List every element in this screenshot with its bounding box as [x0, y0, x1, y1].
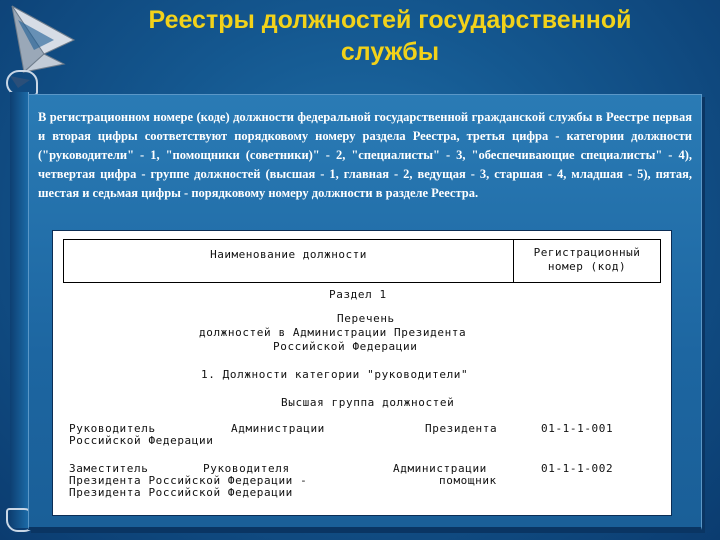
section-label: Раздел 1 [329, 288, 387, 301]
list-title-3: Российской Федерации [273, 340, 418, 353]
row2-title-part1: Заместитель [69, 462, 149, 475]
row2-title-line3: Президента Российской Федерации [69, 486, 293, 499]
header-registration-number [514, 240, 660, 282]
group-heading: Высшая группа должностей [281, 396, 455, 409]
row2-title-line2: Президента Российской Федерации - [69, 474, 308, 487]
header-reg-line-2: номер (код) [547, 260, 627, 273]
row1-title-part1: Руководитель [69, 422, 156, 435]
list-title-2: должностей в Администрации Президента [199, 326, 467, 339]
row1-code: 01-1-1-001 [541, 422, 614, 435]
row2-title-part2: Руководителя [203, 462, 290, 475]
table-header [63, 239, 661, 283]
header-position-name: Наименование должности [64, 240, 514, 282]
page-title-line-1: Реестры должностей государственной [148, 6, 632, 34]
row2-title-part3: Администрации [393, 462, 487, 475]
row1-title-part2: Администрации [231, 422, 325, 435]
document-excerpt [52, 230, 672, 516]
header-reg-line-1: Регистрационный [533, 246, 641, 259]
page-title [80, 4, 700, 68]
row2-code: 01-1-1-002 [541, 462, 614, 475]
scroll-left-bar [10, 92, 29, 528]
row1-title-line2: Российской Федерации [69, 434, 214, 447]
intro-paragraph: В регистрационном номере (коде) должности федеральной государственной гражданской службы в Реестре первая и вторая цифры соответствуют порядковому номеру раздела Реестра, третья цифра - категории должности ("руководители" - 1, "помощники (советники)" - 2, "специалисты" - 3, "обеспечивающие специалисты" - 4), четвертая цифра - группе должностей (высшая - 1, главная - 2, ведущая - 3, старшая - 4, младшая - 5), пятая, шестая и седьмая цифры - порядковому номеру должности в разделе Реестра. [38, 110, 692, 200]
row1-title-part3: Президента [425, 422, 498, 435]
list-title-1: Перечень [337, 312, 395, 325]
category-heading: 1. Должности категории "руководители" [201, 368, 469, 381]
page-title-line-2: службы [340, 38, 440, 66]
row2-title-line2b: помощник [439, 474, 497, 487]
